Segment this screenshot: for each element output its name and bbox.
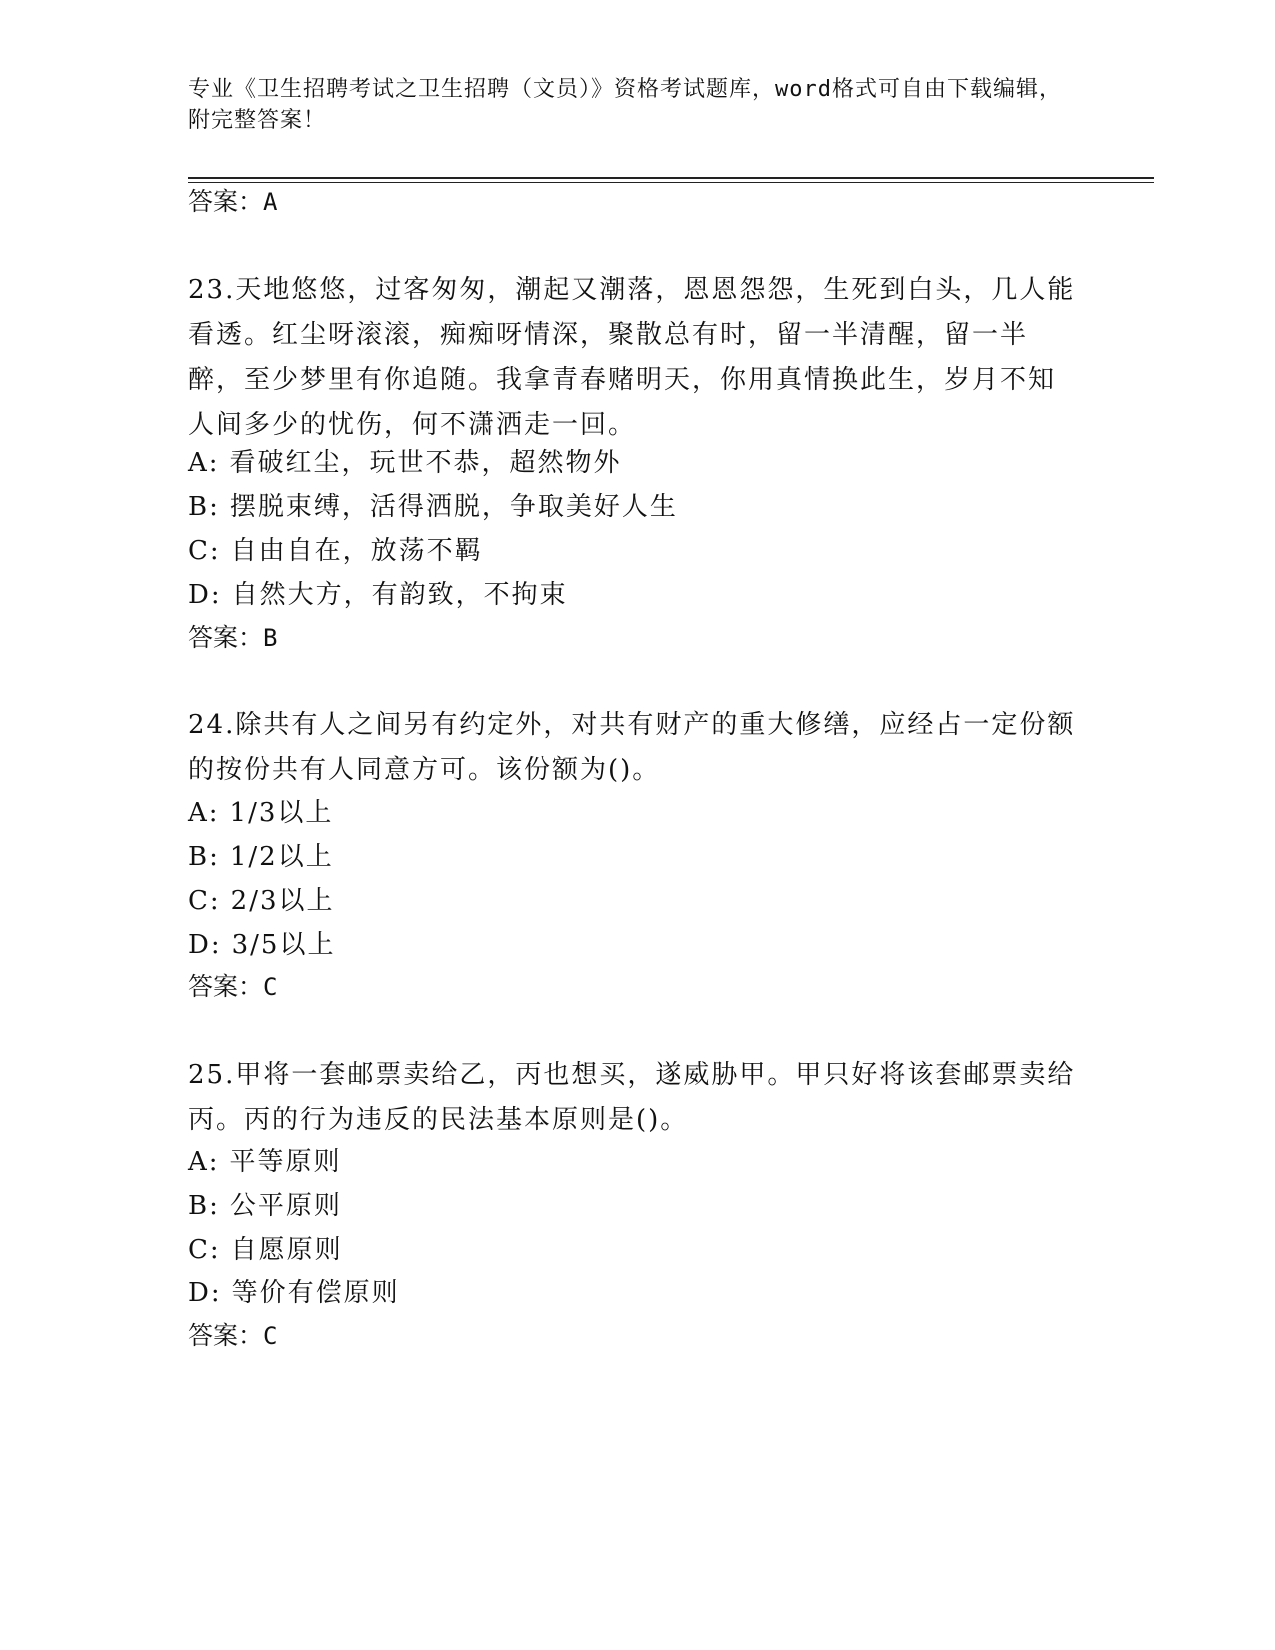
answer-label: 答案： bbox=[188, 623, 264, 652]
option-text: 自愿原则 bbox=[230, 1235, 343, 1265]
question-24-answer bbox=[188, 971, 277, 1003]
question-25-option-b bbox=[188, 1189, 342, 1223]
option-key: A: bbox=[188, 448, 220, 478]
option-key: B: bbox=[188, 842, 220, 872]
option-key: C: bbox=[188, 536, 221, 566]
option-key: D: bbox=[188, 930, 222, 960]
option-key: D: bbox=[188, 580, 222, 610]
option-text: 1/3以上 bbox=[229, 798, 334, 828]
answer-prev bbox=[188, 186, 277, 218]
option-text: 3/5以上 bbox=[231, 930, 336, 960]
answer-label: 答案： bbox=[188, 1321, 264, 1350]
question-24-option-c bbox=[188, 884, 335, 918]
option-key: B: bbox=[188, 492, 220, 522]
option-key: A: bbox=[188, 798, 220, 828]
question-25-stem: 25.甲将一套邮票卖给乙，丙也想买，遂威胁甲。甲只好将该套邮票卖给丙。丙的行为违反的民法基本原则是()。 bbox=[188, 1060, 1076, 1135]
option-text: 摆脱束缚，活得洒脱，争取美好人生 bbox=[229, 492, 678, 522]
answer-value: B bbox=[263, 624, 278, 652]
question-24-stem: 24.除共有人之间另有约定外，对共有财产的重大修缮，应经占一定份额的按份共有人同意方可。该份额为()。 bbox=[188, 710, 1076, 785]
question-24-option-a bbox=[188, 796, 333, 830]
question-24-option-b bbox=[188, 840, 334, 874]
option-key: A: bbox=[188, 1147, 220, 1177]
question-23-answer bbox=[188, 622, 277, 654]
question-23-stem: 23.天地悠悠，过客匆匆，潮起又潮落，恩恩怨怨，生死到白头，几人能看透。红尘呀滚滚，痴痴呀情深，聚散总有时，留一半清醒，留一半醉，至少梦里有你追随。我拿青春赌明天，你用真情换此生，岁月不知人间多少的忧伤，何不潇洒走一回。 bbox=[188, 275, 1076, 440]
question-25-option-c bbox=[188, 1233, 343, 1267]
question-25-answer bbox=[188, 1320, 277, 1352]
question-23-option-a bbox=[188, 446, 622, 480]
option-key: C: bbox=[188, 886, 221, 916]
option-text: 等价有偿原则 bbox=[231, 1278, 400, 1308]
question-23-option-c bbox=[188, 534, 483, 568]
answer-value: C bbox=[263, 973, 278, 1001]
answer-label: 答案： bbox=[188, 187, 264, 216]
option-text: 2/3以上 bbox=[230, 886, 335, 916]
header-divider-thick bbox=[188, 177, 1154, 179]
option-key: C: bbox=[188, 1235, 221, 1265]
document-header: 专业《卫生招聘考试之卫生招聘（文员）》资格考试题库，word格式可自由下载编辑，附完整答案！ bbox=[188, 77, 1062, 133]
question-25-option-d bbox=[188, 1276, 400, 1310]
question-25-option-a bbox=[188, 1145, 342, 1179]
header-divider-thin bbox=[188, 182, 1154, 183]
answer-value: A bbox=[263, 188, 278, 216]
answer-value: C bbox=[263, 1322, 278, 1350]
option-text: 1/2以上 bbox=[229, 842, 334, 872]
option-text: 平等原则 bbox=[229, 1147, 342, 1177]
option-text: 看破红尘，玩世不恭，超然物外 bbox=[229, 448, 622, 478]
option-text: 自由自在，放荡不羁 bbox=[230, 536, 483, 566]
question-24-option-d bbox=[188, 928, 335, 962]
answer-label: 答案： bbox=[188, 972, 264, 1001]
option-key: B: bbox=[188, 1191, 220, 1221]
question-23-option-b bbox=[188, 490, 678, 524]
option-text: 自然大方，有韵致，不拘束 bbox=[231, 580, 568, 610]
question-23-option-d bbox=[188, 578, 568, 612]
option-text: 公平原则 bbox=[229, 1191, 342, 1221]
option-key: D: bbox=[188, 1278, 222, 1308]
